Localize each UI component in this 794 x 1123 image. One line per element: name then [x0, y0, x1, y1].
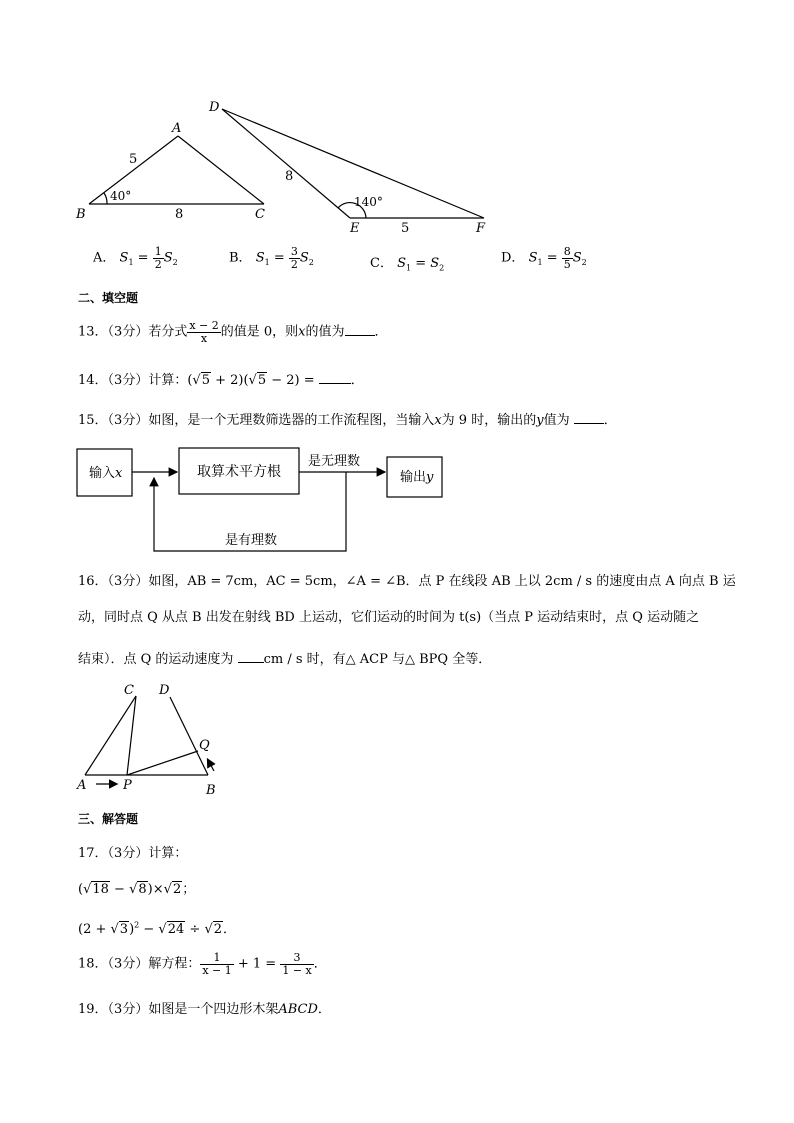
output-label: 输出y: [400, 470, 434, 485]
question-16-line-3: 结束）．点 Q 的运动速度为 cm / s 时，有△ ACP 与△ BPQ 全等．: [78, 652, 492, 667]
q12-option-d: D． $S_1$ = $\frac{8}{5}$ $S_2$: [501, 245, 587, 271]
fig16-label-d: D: [159, 683, 170, 698]
question-17-expr-1: (√18 − √8)×√2；: [78, 882, 196, 897]
angle-b: 40°: [110, 189, 132, 203]
q12-figure: [0, 0, 794, 245]
answer-blank: [345, 335, 375, 336]
question-17-title: 17．（3分）计算：: [78, 846, 188, 861]
question-17-expr-2: $(2 + √3)^2 - √24 \div √2$．: [78, 920, 237, 937]
rational-label: 是有理数: [225, 533, 278, 548]
section-heading-solve: 三、解答题: [78, 812, 139, 826]
side-bc-length: 8: [175, 207, 184, 222]
q12-option-b: B． $S_1$ = $\frac{3}{2}$ $S_2$: [229, 245, 314, 271]
question-18: 18．（3分）解方程： $\frac{1}{x - 1}$ + 1 = $\frac{3}{1 - x}$ ．: [78, 951, 327, 977]
answer-blank: [319, 383, 351, 384]
section-heading-fill-in: 二、填空题: [78, 291, 139, 305]
flowchart: [0, 440, 794, 555]
fig16-label-b: B: [206, 783, 216, 798]
fig16-label-p: P: [123, 778, 132, 793]
question-16-line-1: 16．（3分）如图，AB = 7cm，AC = 5cm，∠A = ∠B．点 P 在线段 AB 上以 2cm / s 的速度由点 A 向点 B 运: [78, 574, 736, 589]
label-d: D: [209, 100, 220, 115]
label-f: F: [476, 221, 486, 236]
label-b: B: [76, 207, 86, 222]
angle-e: 140°: [354, 195, 383, 209]
q12-option-c: C． $S_1 = S_2$: [370, 256, 445, 273]
side-ab-length: 5: [129, 152, 138, 167]
answer-blank: [238, 662, 264, 663]
label-c: C: [255, 207, 265, 222]
input-label: 输入x: [89, 466, 123, 481]
question-19: 19．（3分）如图是一个四边形木架ABCD．: [78, 1002, 331, 1017]
irrational-label: 是无理数: [308, 454, 361, 469]
fig16-label-q: Q: [199, 738, 210, 753]
answer-blank: [574, 423, 604, 424]
side-ef-length: 5: [401, 221, 410, 236]
fig16-label-a: A: [77, 778, 87, 793]
question-14: 14．（3分）计算：(√5 + 2)(√5 − 2) = ．: [78, 373, 364, 388]
process-label: 取算术平方根: [197, 464, 281, 480]
question-16-line-2: 动，同时点 Q 从点 B 出发在射线 BD 上运动，它们运动的时间为 t(s)（当点 P 运动结束时，点 Q 运动随之: [78, 610, 700, 625]
q12-option-a: A． $S_1$ = $\frac{1}{2}$ $S_2$: [93, 245, 178, 271]
label-e: E: [350, 221, 360, 236]
side-de-length: 8: [285, 169, 294, 184]
question-13: 13．（3分）若分式 $\frac{x - 2}{x}$ 的值是 0，则x的值为 ．: [78, 319, 388, 345]
q16-figure: [0, 675, 300, 805]
fig16-label-c: C: [124, 683, 134, 698]
label-a: A: [172, 121, 182, 136]
question-15: 15．（3分）如图，是一个无理数筛选器的工作流程图，当输入x为 9 时，输出的y值为 ．: [78, 413, 617, 428]
